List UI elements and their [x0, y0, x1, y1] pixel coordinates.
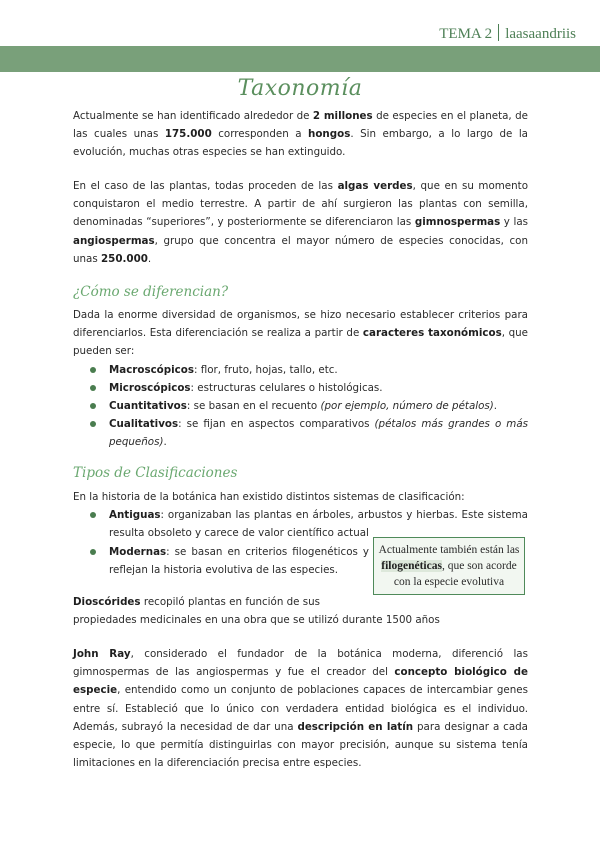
list-item: Cuantitativos: se basan en el recuento (por ejemplo, número de pétalos).: [73, 397, 528, 415]
list-item: Macroscópicos: flor, fruto, hojas, tallo, etc.: [73, 361, 528, 379]
header-bar: [0, 46, 600, 72]
list-item: Antiguas: organizaban las plantas en árboles, arbustos y hierbas. Este sistema resulta obsoleto y carece de valor científico actual: [73, 506, 528, 542]
taxonomic-characters-list: [73, 361, 528, 452]
author-label: laasaandriis: [505, 26, 576, 42]
bullet-icon: [90, 421, 96, 427]
dioscorides-paragraph: Dioscórides recopiló plantas en función de sus propiedades medicinales en una obra que se utilizó durante 1500 años: [73, 596, 440, 627]
list-item: Modernas: se basan en criterios filogenéticos y reflejan la historia evolutiva de las especies.: [73, 543, 369, 579]
section2-body: En la historia de la botánica han existido distintos sistemas de clasificación: Antiguas: organizaban las plantas en árboles, arbustos y hierbas. Este sistema resulta obsoleto y carece de valor científico actual Modernas: se basan en criterios filogenéticos y reflejan la historia evolutiva de las especies.: [73, 488, 528, 579]
page-title: Taxonomía: [237, 76, 363, 101]
header-divider: [498, 24, 499, 41]
section-heading-differentiate: ¿Cómo se diferencian?: [73, 284, 229, 300]
list-item: Cualitativos: se fijan en aspectos comparativos (pétalos más grandes o más pequeños).: [73, 415, 528, 451]
header-label: [439, 24, 576, 43]
plants-paragraph: En el caso de las plantas, todas proceden de las algas verdes, que en su momento conquistaron el medio terrestre. A partir de ahí surgieron las plantas con semilla, denominadas “superiores”, y posteriormente se diferenciaron las gimnospermas y las angiospermas, grupo que concentra el mayor número de especies conocidas, con unas 250.000.: [73, 180, 528, 265]
intro-paragraph: Actualmente se han identificado alrededor de 2 millones de especies en el planeta, de las cuales unas 175.000 corresponden a hongos. Sin embargo, a lo largo de la evolución, muchas otras especies se han extinguido.: [73, 110, 529, 159]
bullet-icon: [90, 367, 96, 373]
topic-label: TEMA 2: [439, 26, 493, 42]
john-ray-paragraph: John Ray, considerado el fundador de la botánica moderna, diferenció las gimnospermas de las angiospermas y fue el creador del concepto biológico de especie, entendido como un conjunto de poblaciones capaces de intercambiar genes entre sí. Estableció que lo único con verdadera entidad biológica es el individuo. Además, subrayó la necesidad de dar una descripción en latín para designar a cada especie, lo que permitía distinguirlas con mayor precisión, aunque su sistema tenía limitaciones en la diferenciación precisa entre especies.: [73, 648, 528, 770]
bullet-icon: [90, 549, 96, 555]
section-heading-classifications: Tipos de Clasificaciones: [73, 465, 238, 481]
bullet-icon: [90, 403, 96, 409]
list-item: Microscópicos: estructuras celulares o histológicas.: [73, 379, 528, 397]
side-note: Actualmente también están las filogenéticas, que son acorde con la especie evolutiva: [373, 537, 525, 595]
section1-body: Dada la enorme diversidad de organismos, se hizo necesario establecer criterios para diferenciarlos. Esta diferenciación se realiza a partir de caracteres taxonómicos, que pueden ser: Macroscópicos: flor, fruto, hojas, tallo, etc. Microscópicos: estructuras celulares o histológicas. Cuantitativos: se basan en el recuento (por ejemplo, número de pétalos). Cualitativos: se fijan en aspectos comparativos (pétalos más grandes o más pequeños).: [73, 306, 528, 452]
bullet-icon: [90, 385, 96, 391]
bullet-icon: [90, 512, 96, 518]
